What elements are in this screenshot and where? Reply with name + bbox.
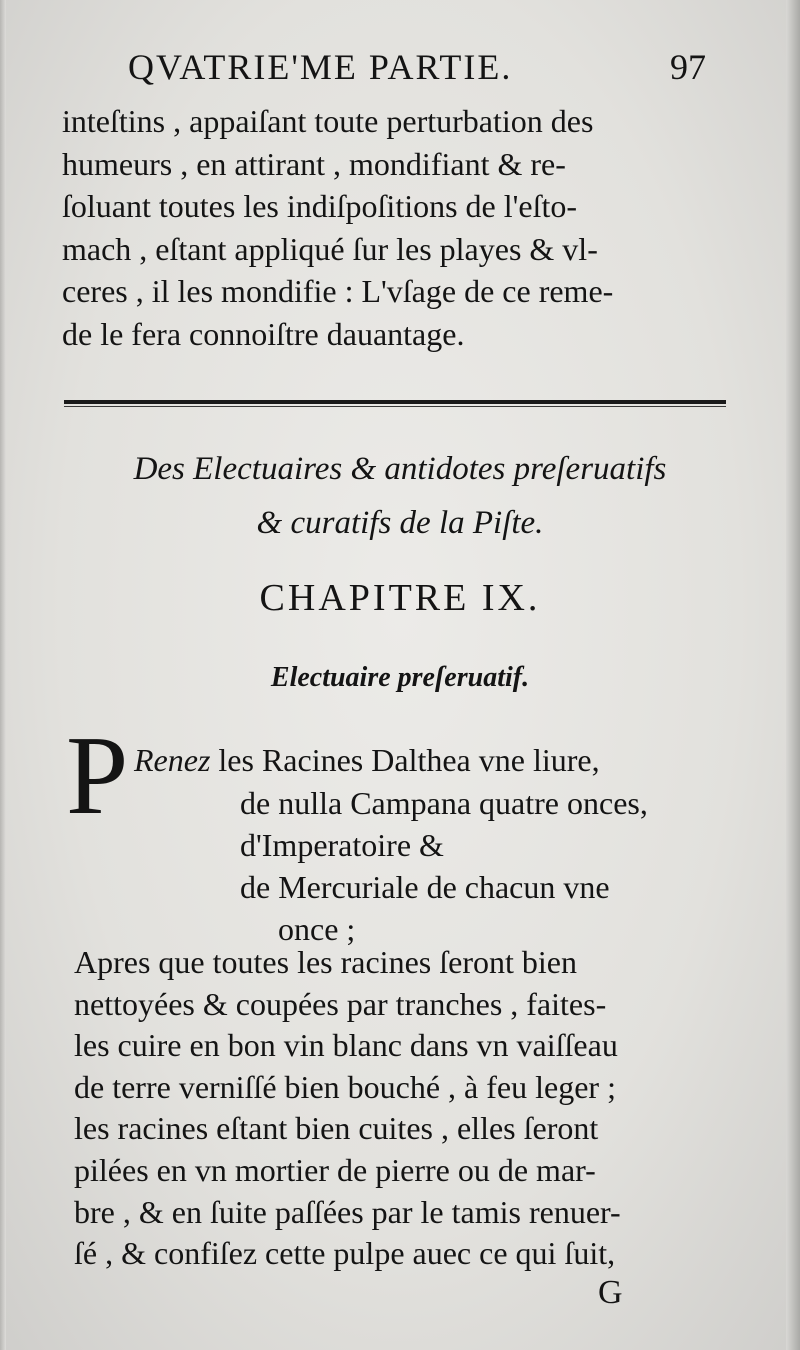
text-line: ſoluant toutes les indiſpoſitions de l'eſto-	[62, 188, 578, 225]
recipe-subtitle: Electuaire preſeruatif.	[270, 662, 530, 693]
signature-mark: G	[598, 1274, 623, 1311]
text-line: ceres , il les mondifie : L'vſage de ce reme-	[62, 273, 614, 310]
recipe-first-line	[134, 742, 730, 779]
continued-paragraph	[62, 100, 730, 356]
ingredient-list	[240, 782, 734, 950]
text-line: les racines eſtant bien cuites , elles ſeront	[74, 1110, 599, 1147]
instructions-paragraph	[74, 942, 734, 1275]
section-divider-rule	[64, 400, 726, 404]
text-line: inteſtins , appaiſant toute perturbation des	[62, 103, 594, 139]
recipe-first-line-text: les Racines Dalthea vne liure,	[218, 742, 600, 778]
ingredient-line: de Mercuriale de chacun vne	[240, 869, 610, 905]
text-line: mach , eſtant appliqué ſur les playes & vl-	[62, 230, 598, 267]
drop-cap-initial: P	[66, 714, 129, 838]
text-line: Apres que toutes les racines ſeront bien	[74, 944, 577, 980]
text-line: nettoyées & coupées par tranches , faites-	[74, 985, 607, 1022]
recipe-first-word: Renez	[134, 742, 211, 778]
running-title: QVATRIE'ME PARTIE.	[128, 47, 513, 87]
text-line: pilées en vn mortier de pierre ou de mar-	[74, 1151, 596, 1188]
ingredient-line: d'Imperatoire &	[240, 827, 444, 863]
section-heading-line: Des Electuaires & antidotes preſeruatifs	[133, 451, 667, 487]
page-number: 97	[670, 47, 706, 87]
ingredient-line: de nulla Campana quatre onces,	[240, 785, 648, 821]
text-line: de le fera connoiſtre dauantage.	[62, 315, 465, 352]
text-line: humeurs , en attirant , mondifiant & re-	[62, 145, 566, 182]
text-line: les cuire en bon vin blanc dans vn vaiſſeau	[74, 1027, 618, 1064]
running-header	[128, 46, 728, 92]
text-line: de terre verniſſé bien bouché , à feu leger ;	[74, 1068, 616, 1105]
text-line: ſé , & confiſez cette pulpe auec ce qui ſuit,	[74, 1235, 616, 1272]
text-line: bre , & en ſuite paſſées par le tamis renuer-	[74, 1193, 621, 1230]
section-heading	[60, 442, 740, 550]
chapter-heading: CHAPITRE IX.	[259, 577, 541, 619]
section-heading-line: & curatifs de la Piſte.	[256, 505, 544, 541]
ingredient-line: once ;	[278, 911, 356, 947]
